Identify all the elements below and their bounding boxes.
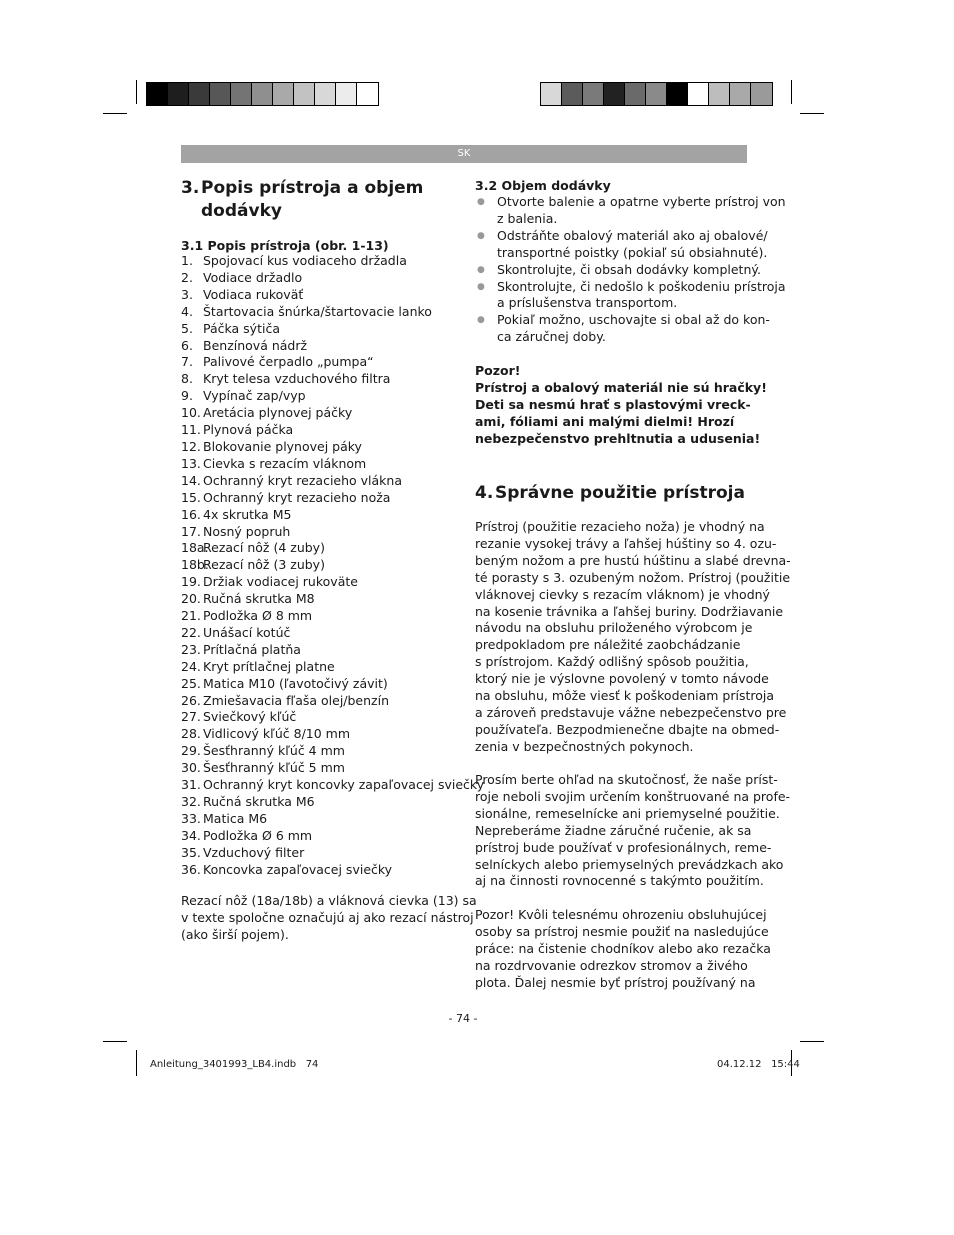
text-line: Prístroj a obalový materiál nie sú hračky!: [475, 380, 767, 395]
text-line: transportné poistky (pokiaľ sú obsiahnuté).: [497, 244, 768, 260]
list-item: [181, 591, 484, 608]
list-item: [181, 473, 484, 490]
checklist-item: [475, 278, 786, 313]
item-number: 15.: [181, 489, 201, 505]
item-number: 1.: [181, 253, 193, 268]
color-swatch: [357, 83, 378, 105]
crop-mark: [800, 1041, 824, 1042]
crop-mark: [103, 113, 127, 114]
item-number: 10.: [181, 405, 201, 421]
color-swatch: [583, 83, 604, 105]
item-text: Koncovka zapaľovacej sviečky: [203, 861, 393, 877]
text-line: ami, fóliami ani malými dielmi! Hrozí: [475, 414, 735, 429]
item-number: 7.: [181, 354, 193, 370]
text-line: osoby sa prístroj nesmie použiť na nasledujúce: [475, 923, 769, 939]
color-swatch: [688, 83, 709, 105]
crop-mark: [800, 113, 824, 114]
section-4-heading: [475, 482, 755, 505]
color-swatch: [709, 83, 730, 105]
list-item: [181, 726, 484, 743]
color-swatch: [294, 83, 315, 105]
text-line: práce: na čistenie chodníkov alebo ako rezačka: [475, 940, 771, 956]
item-text: Vzduchový filter: [203, 844, 305, 860]
parts-list: [181, 253, 484, 879]
warning-paragraph: [475, 907, 771, 992]
bullet-icon: ●: [477, 230, 485, 241]
item-text: Benzínová nádrž: [203, 337, 308, 353]
color-swatch: [730, 83, 751, 105]
list-item: [181, 439, 484, 456]
list-item: [181, 608, 484, 625]
warning-title: Pozor!: [475, 363, 521, 378]
item-number: 18a.: [181, 540, 209, 556]
item-number: 13.: [181, 455, 201, 471]
item-number: 30.: [181, 760, 201, 776]
subheading-3-1: 3.1 Popis prístroja (obr. 1-13): [181, 238, 389, 253]
text-line: Skontrolujte, či obsah dodávky kompletný.: [497, 261, 761, 277]
item-text: Vypínač zap/vyp: [203, 388, 306, 404]
item-number: 33.: [181, 810, 201, 826]
list-item: [181, 574, 484, 591]
item-text: Podložka Ø 8 mm: [203, 608, 313, 624]
text-line: Odstráňte obalový materiál ako aj obalové/: [497, 227, 768, 243]
list-item: [181, 321, 484, 338]
text-line: z balenia.: [497, 210, 558, 226]
item-text: Ručná skrutka M8: [203, 591, 315, 607]
item-text: Držiak vodiacej rukoväte: [203, 574, 358, 590]
item-number: 20.: [181, 591, 201, 607]
color-swatch: [336, 83, 357, 105]
color-bar-left: [146, 82, 379, 106]
item-number: 34.: [181, 827, 201, 843]
text-line: ktorý nie je výslovne povolený v tomto návode: [475, 671, 769, 687]
color-swatch: [168, 83, 189, 105]
text-line: Pokiaľ možno, uschovajte si obal až do kon-: [497, 312, 770, 328]
item-text: Palivové čerpadlo „pumpa“: [203, 354, 374, 370]
text-line: selníckych alebo priemyselných prevádzkach ako: [475, 856, 784, 872]
item-number: 24.: [181, 658, 201, 674]
section-title: Popis prístroja a objem: [201, 178, 424, 198]
list-item: [181, 405, 484, 422]
item-number: 19.: [181, 574, 201, 590]
item-text: Podložka Ø 6 mm: [203, 827, 313, 843]
item-number: 25.: [181, 675, 201, 691]
color-swatch: [273, 83, 294, 105]
text-line: s prístrojom. Každý odlišný spôsob použitia,: [475, 654, 749, 670]
color-swatch: [625, 83, 646, 105]
list-item: [181, 388, 484, 405]
list-item: [181, 490, 484, 507]
color-swatch: [252, 83, 273, 105]
color-swatch: [562, 83, 583, 105]
text-line: na obsluhu, môže viesť k poškodeniam prístroja: [475, 688, 775, 704]
color-swatch: [667, 83, 688, 105]
crop-mark: [136, 1050, 137, 1076]
cutting-tool-note: [181, 893, 477, 944]
crop-mark: [791, 80, 792, 104]
text-line: roje neboli svojim určením konštruované na profe-: [475, 788, 791, 804]
item-text: Cievka s rezacím vláknom: [203, 455, 367, 471]
item-text: 4x skrutka M5: [203, 506, 292, 522]
text-line: rezanie vysokej trávy a ľahšej húštiny so 4. ozu-: [475, 535, 777, 551]
list-item: [181, 693, 484, 710]
list-item: [181, 422, 484, 439]
text-line: používateľa. Bezpodmienečne dbajte na obmed-: [475, 721, 780, 737]
checklist-item: [475, 227, 768, 262]
item-text: Štartovacia šnúrka/štartovacie lanko: [203, 303, 432, 319]
item-number: 3.: [181, 286, 193, 302]
list-item: [181, 777, 484, 794]
item-text: Páčka sýtiča: [203, 320, 280, 336]
item-text: Unášací kotúč: [203, 624, 291, 640]
item-number: 16.: [181, 506, 201, 522]
list-item: [181, 794, 484, 811]
list-item: [181, 524, 484, 541]
item-text: Ochranný kryt koncovky zapaľovacej sviečky: [203, 777, 485, 793]
print-date: 04.12.12 15:44: [717, 1059, 800, 1070]
professional-use-paragraph: [475, 772, 791, 890]
list-item: [181, 811, 484, 828]
item-number: 27.: [181, 709, 201, 725]
item-number: 32.: [181, 794, 201, 809]
text-line: Deti sa nesmú hrať s plastovými vreck-: [475, 397, 751, 412]
item-text: Vodiaca rukoväť: [203, 286, 304, 302]
item-number: 2.: [181, 269, 193, 285]
text-line: a príslušenstva transportom.: [497, 295, 678, 311]
item-text: Sviečkový kľúč: [203, 709, 297, 725]
list-item: [181, 557, 484, 574]
section-number: 4.: [475, 483, 494, 503]
text-line: aj na činnosti rovnocenné s takýmto použitím.: [475, 873, 764, 889]
item-number: 12.: [181, 438, 201, 454]
list-item: [181, 659, 484, 676]
intended-use-paragraph: [475, 519, 791, 756]
text-line: beným nožom a pre hustú húštinu a slabé drevna-: [475, 552, 791, 568]
item-number: 31.: [181, 777, 201, 793]
section-title-cont: dodávky: [201, 201, 282, 221]
item-text: Nosný popruh: [203, 523, 291, 539]
color-swatch: [646, 83, 667, 105]
subheading-3-2: 3.2 Objem dodávky: [475, 178, 611, 193]
list-item: [181, 642, 484, 659]
item-text: Kryt telesa vzduchového filtra: [203, 371, 391, 387]
text-line: nebezpečenstvo prehltnutia a udusenia!: [475, 431, 761, 446]
item-number: 28.: [181, 726, 201, 742]
color-swatch: [315, 83, 336, 105]
text-line: v texte spoločne označujú aj ako rezací nástroj: [181, 909, 474, 925]
text-line: té porasty s 3. ozubeným nožom. Prístroj (použitie: [475, 569, 791, 585]
item-text: Rezací nôž (3 zuby): [203, 557, 325, 573]
text-line: na rozdrvovanie odrezkov stromov a živého: [475, 957, 748, 973]
text-line: Otvorte balenie a opatrne vyberte prístroj von: [497, 194, 786, 209]
item-number: 9.: [181, 388, 193, 404]
item-number: 23.: [181, 641, 201, 657]
item-text: Šesťhranný kľúč 5 mm: [203, 760, 345, 776]
list-item: [181, 760, 484, 777]
text-line: na kosenie trávnika a ľahšej buriny. Dodržiavanie: [475, 603, 784, 619]
section-number: 3.: [181, 178, 200, 198]
checklist-item: [475, 261, 761, 279]
list-item: [181, 540, 484, 557]
item-text: Blokovanie plynovej páky: [203, 438, 362, 454]
item-text: Vodiace držadlo: [203, 269, 303, 285]
item-text: Ručná skrutka M6: [203, 794, 315, 809]
crop-mark: [136, 80, 137, 104]
item-text: Vidlicový kľúč 8/10 mm: [203, 726, 351, 742]
crop-mark: [103, 1041, 127, 1042]
delivery-checklist: [475, 194, 786, 346]
text-line: predpokladom pre náležité zaobchádzanie: [475, 637, 741, 653]
item-text: Šesťhranný kľúč 4 mm: [203, 743, 345, 759]
text-line: Nepreberáme žiadne záručné ručenie, ak sa: [475, 822, 752, 838]
text-line: a zároveň predstavuje vážne nebezpečenstvo pre: [475, 704, 787, 720]
bullet-icon: ●: [477, 281, 485, 292]
item-number: 18b.: [181, 557, 209, 573]
color-swatch: [751, 83, 772, 105]
item-text: Rezací nôž (4 zuby): [203, 540, 325, 556]
text-line: prístroj bude používať v profesionálnych, reme-: [475, 839, 772, 855]
item-number: 4.: [181, 303, 193, 319]
page-number: - 74 -: [448, 1012, 478, 1025]
text-line: ca záručnej doby.: [497, 329, 606, 345]
item-number: 11.: [181, 422, 201, 438]
list-item: [181, 338, 484, 355]
color-swatch: [541, 83, 562, 105]
item-number: 26.: [181, 692, 201, 708]
text-line: vláknovej cievky s rezacím vláknom) je vhodný: [475, 586, 770, 602]
text-line: Pozor! Kvôli telesnému ohrozeniu obsluhujúcej: [475, 907, 767, 922]
item-number: 8.: [181, 371, 193, 387]
item-text: Kryt prítlačnej platne: [203, 658, 335, 674]
list-item: [181, 507, 484, 524]
section-3-heading: [181, 177, 451, 223]
bullet-icon: ●: [477, 315, 485, 326]
color-swatch: [189, 83, 210, 105]
list-item: [181, 845, 484, 862]
color-bar-right: [540, 82, 773, 106]
bullet-icon: ●: [477, 264, 485, 275]
list-item: [181, 456, 484, 473]
text-line: sionálne, remeselnícke ani priemyselné použitie.: [475, 805, 780, 821]
item-number: 6.: [181, 337, 193, 353]
list-item: [181, 270, 484, 287]
text-line: Skontrolujte, či nedošlo k poškodeniu prístroja: [497, 278, 786, 294]
list-item: [181, 287, 484, 304]
checklist-item: [475, 312, 770, 346]
item-text: Matica M6: [203, 810, 268, 826]
list-item: [181, 354, 484, 371]
item-text: Prítlačná platňa: [203, 641, 301, 657]
color-swatch: [210, 83, 231, 105]
item-text: Zmiešavacia fľaša olej/benzín: [203, 692, 390, 708]
item-number: 36.: [181, 861, 201, 877]
item-number: 21.: [181, 608, 201, 624]
list-item: [181, 371, 484, 388]
list-item: [181, 304, 484, 321]
list-item: [181, 828, 484, 845]
list-item: [181, 862, 484, 879]
list-item: [181, 676, 484, 693]
color-swatch: [147, 83, 168, 105]
list-item: [181, 253, 484, 270]
color-swatch: [604, 83, 625, 105]
text-line: Prístroj (použitie rezacieho noža) je vhodný na: [475, 519, 765, 534]
item-text: Spojovací kus vodiaceho držadla: [203, 253, 407, 268]
text-line: (ako širší pojem).: [181, 926, 289, 942]
bullet-icon: ●: [477, 197, 485, 207]
text-line: zenia v bezpečnostných pokynoch.: [475, 738, 694, 754]
item-number: 17.: [181, 523, 201, 539]
text-line: Rezací nôž (18a/18b) a vláknová cievka (13) sa: [181, 893, 477, 908]
color-swatch: [231, 83, 252, 105]
item-text: Ochranný kryt rezacieho noža: [203, 489, 391, 505]
item-text: Matica M10 (ľavotočivý závit): [203, 675, 388, 691]
list-item: [181, 709, 484, 726]
text-line: Prosím berte ohľad na skutočnosť, že naše príst-: [475, 772, 778, 787]
text-line: plota. Ďalej nesmie byť prístroj používaný na: [475, 974, 756, 990]
warning-text: [475, 379, 767, 447]
item-text: Plynová páčka: [203, 422, 294, 438]
item-number: 35.: [181, 844, 201, 860]
item-text: Ochranný kryt rezacieho vlákna: [203, 472, 403, 488]
section-title: Správne použitie prístroja: [495, 483, 745, 503]
item-number: 5.: [181, 320, 193, 336]
text-line: návodu na obsluhu priloženého výrobcom je: [475, 620, 753, 636]
list-item: [181, 625, 484, 642]
item-number: 22.: [181, 624, 201, 640]
item-number: 29.: [181, 743, 201, 759]
language-header-band: SK: [181, 145, 747, 163]
checklist-item: [475, 194, 786, 228]
item-text: Aretácia plynovej páčky: [203, 405, 353, 421]
list-item: [181, 743, 484, 760]
file-info: Anleitung_3401993_LB4.indb 74: [150, 1059, 319, 1070]
item-number: 14.: [181, 472, 201, 488]
